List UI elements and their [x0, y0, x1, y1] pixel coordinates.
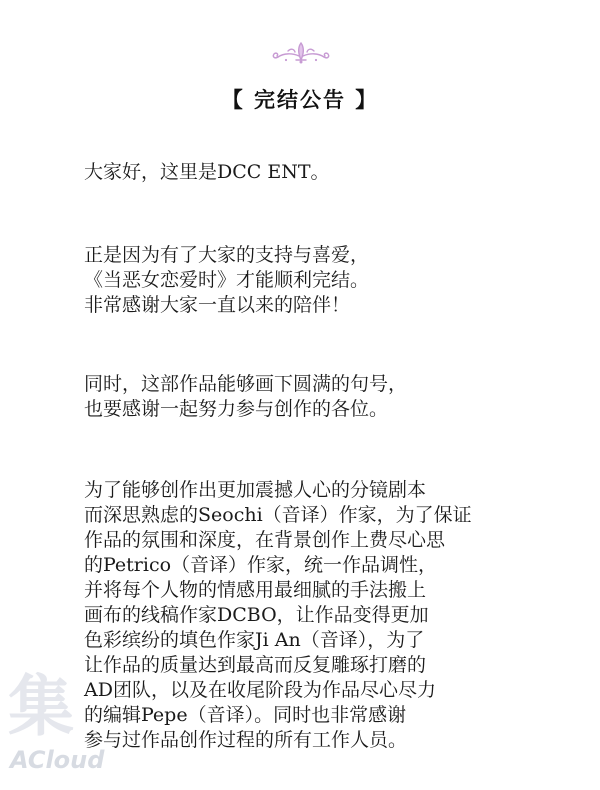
paragraph-line: 正是因为有了大家的支持与喜爱，: [84, 244, 370, 266]
paragraph-line: 大家好，这里是DCC ENT。: [84, 161, 330, 183]
watermark-small-text: ACloud: [10, 746, 105, 774]
thanks-paragraph: [84, 243, 584, 318]
paragraph-line: 参与过作品创作过程的所有工作人员。: [84, 729, 408, 751]
paragraph-line: 而深思熟虑的Seochi（音译）作家，为了保证: [84, 504, 472, 526]
paragraph-line: 同时，这部作品能够画下圆满的句号，: [84, 373, 408, 395]
paragraph-line: 作品的氛围和深度，在背景创作上费尽心思: [84, 529, 446, 551]
paragraph-line: 色彩缤纷的填色作家Ji An（音译），为了: [84, 629, 425, 651]
paragraph-line: 画布的线稿作家DCBO，让作品变得更加: [84, 604, 429, 626]
paragraph-line: 为了能够创作出更加震撼人心的分镜剧本: [84, 479, 427, 501]
greeting-paragraph: [84, 160, 584, 185]
paragraph-line: 并将每个人物的情感用最细腻的手法搬上: [84, 579, 427, 601]
completion-paragraph: [84, 372, 584, 422]
flourish-ornament-icon: [268, 40, 334, 64]
paragraph-line: 非常感谢大家一直以来的陪伴！: [84, 294, 351, 316]
paragraph-line: 的Petrico（音译）作家，统一作品调性，: [84, 554, 438, 576]
watermark-large-text: 集: [8, 668, 76, 745]
paragraph-line: AD团队，以及在收尾阶段为作品尽心尽力: [84, 679, 436, 701]
paragraph-line: 让作品的质量达到最高而反复雕琢打磨的: [84, 654, 427, 676]
announcement-title: 【 完结公告 】: [221, 88, 379, 112]
paragraph-line: 也要感谢一起努力参与创作的各位。: [84, 398, 389, 420]
paragraph-line: 《当恶女恋爱时》才能顺利完结。: [84, 269, 370, 291]
credits-paragraph: [84, 478, 584, 753]
paragraph-line: 的编辑Pepe（音译）。同时也非常感谢: [84, 704, 407, 726]
